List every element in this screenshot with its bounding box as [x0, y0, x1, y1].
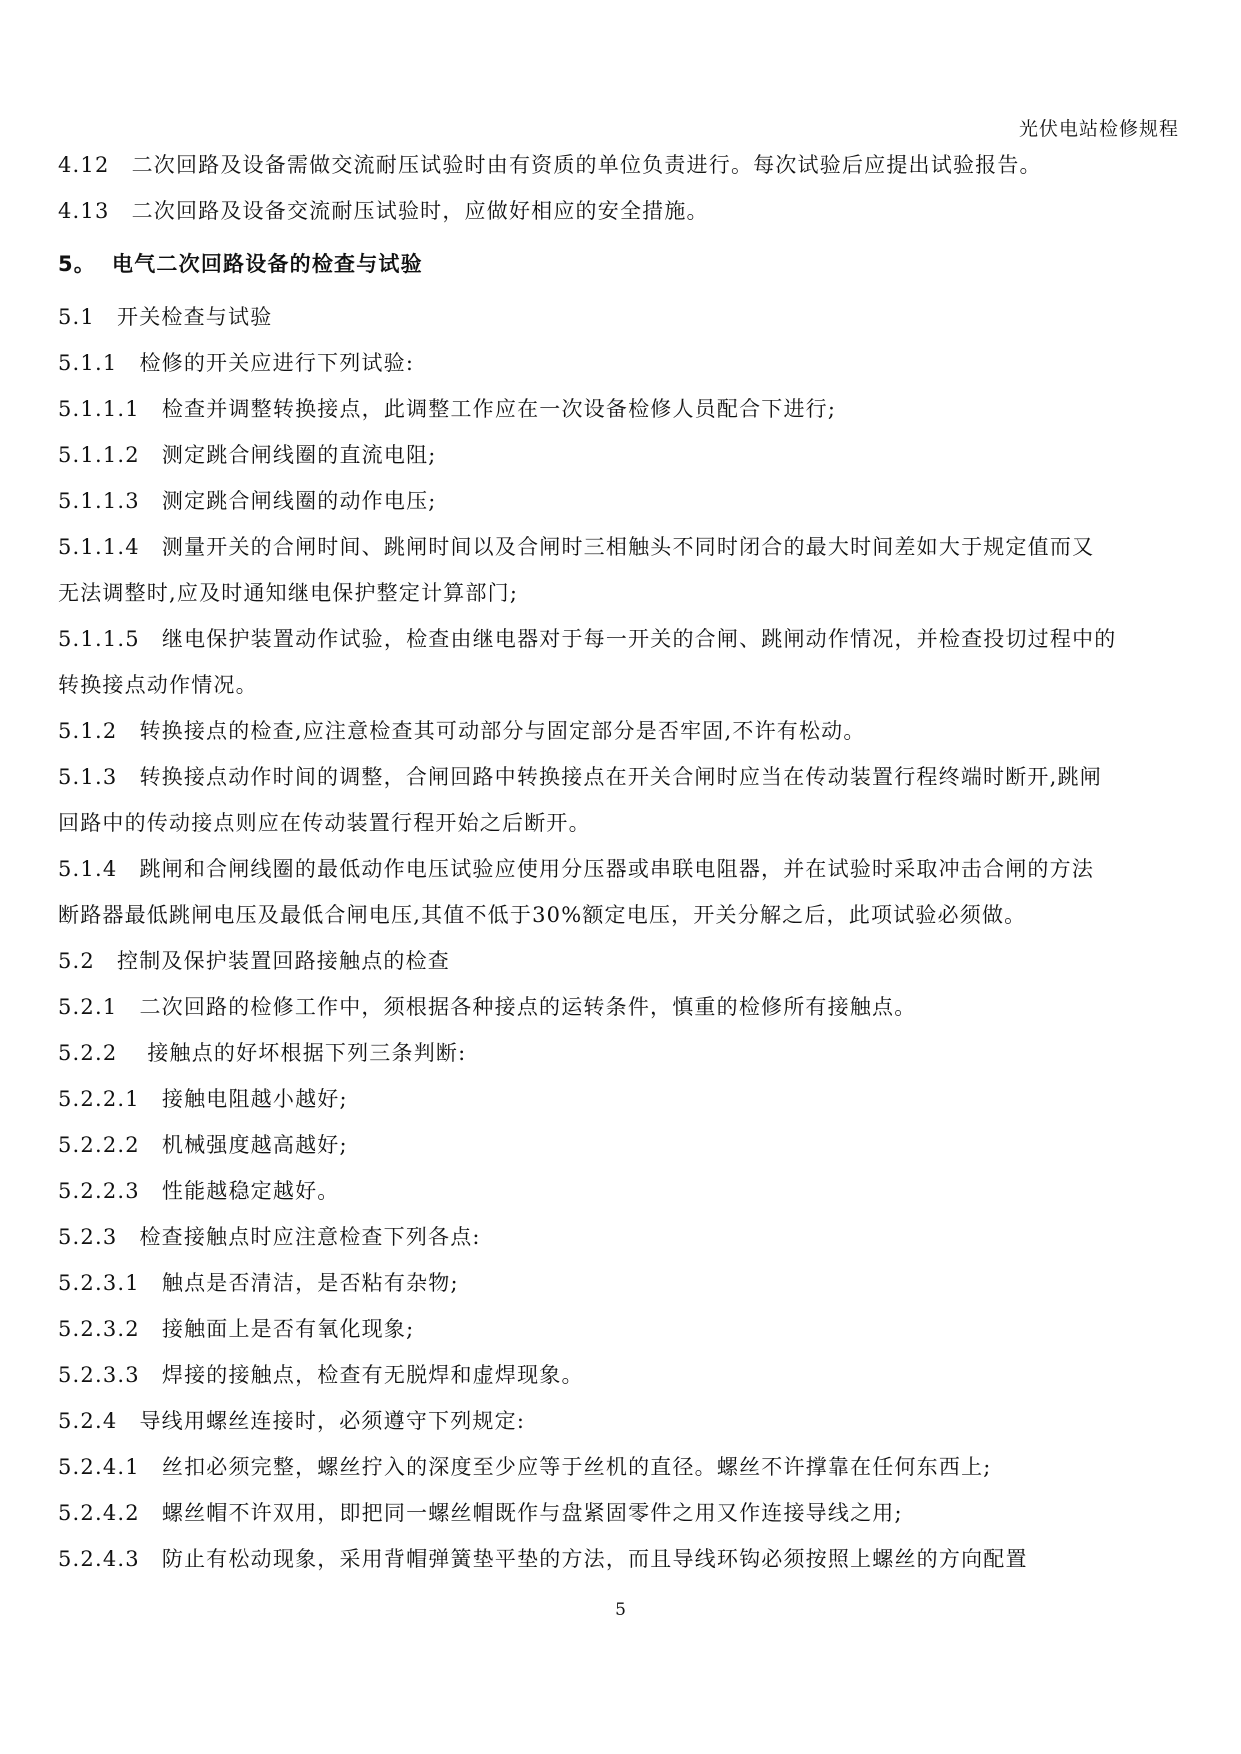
- clause-number: 5.1: [58, 305, 95, 329]
- clause-text: 断路器最低跳闸电压及最低合闸电压,其值不低于30%额定电压，开关分解之后，此项试验必须做。: [58, 903, 1027, 927]
- clause-text: 转换接点动作情况。: [58, 673, 258, 697]
- clause-number: 5.1.1: [58, 351, 118, 375]
- clause-number: 5.2.2: [58, 1041, 118, 1065]
- clause-text: 检查并调整转换接点，此调整工作应在一次设备检修人员配合下进行;: [161, 397, 837, 421]
- clause-line: [58, 1260, 1198, 1306]
- clause-text: 继电保护装置动作试验，检查由继电器对于每一开关的合闸、跳闸动作情况，并检查投切过程中的: [161, 627, 1117, 651]
- clause-text: 控制及保护装置回路接触点的检查: [117, 949, 450, 973]
- document-body: [58, 142, 1198, 1582]
- clause-number: 5.1.1.5: [58, 627, 140, 651]
- clause-text: 机械强度越高越好;: [161, 1133, 348, 1157]
- clause-number: 5.2.4.2: [58, 1501, 140, 1525]
- clause-text: 性能越稳定越好。: [161, 1179, 340, 1203]
- clause-line: [58, 754, 1198, 800]
- clause-number: 5.2.3: [58, 1225, 118, 1249]
- clause-text: 焊接的接触点，检查有无脱焊和虚焊现象。: [161, 1363, 584, 1387]
- clause-text: 丝扣必须完整，螺丝拧入的深度至少应等于丝机的直径。螺丝不许撑靠在任何东西上;: [161, 1455, 992, 1479]
- clause-text: 二次回路及设备需做交流耐压试验时由有资质的单位负责进行。每次试验后应提出试验报告。: [131, 153, 1042, 177]
- clause-line: [58, 708, 1198, 754]
- clause-text: 触点是否清洁，是否粘有杂物;: [161, 1271, 459, 1295]
- clause-number: 5.2.4.1: [58, 1455, 140, 1479]
- section-heading: [58, 234, 1198, 294]
- clause-text: 二次回路及设备交流耐压试验时，应做好相应的安全措施。: [131, 199, 709, 223]
- clause-text: 接触点的好坏根据下列三条判断:: [139, 1041, 467, 1065]
- clause-line: [58, 1076, 1198, 1122]
- clause-number: 5.2.3.2: [58, 1317, 140, 1341]
- page-number: 5: [615, 1600, 626, 1620]
- clause-number: 5.1.3: [58, 765, 118, 789]
- clause-line: [58, 432, 1198, 478]
- clause-line: [58, 1444, 1198, 1490]
- clause-number: 5.2.3.3: [58, 1363, 140, 1387]
- clause-line: [58, 1122, 1198, 1168]
- clause-line: [58, 1030, 1198, 1076]
- clause-line: [58, 938, 1198, 984]
- clause-line: [58, 386, 1198, 432]
- clause-text: 检查接触点时应注意检查下列各点:: [139, 1225, 481, 1249]
- clause-line: [58, 1306, 1198, 1352]
- clause-number: 5.2.4.3: [58, 1547, 140, 1571]
- clause-text: 检修的开关应进行下列试验:: [139, 351, 415, 375]
- paragraph-continuation: [58, 662, 1198, 708]
- clause-line: [58, 616, 1198, 662]
- clause-text: 接触面上是否有氧化现象;: [161, 1317, 415, 1341]
- clause-text: 二次回路的检修工作中，须根据各种接点的运转条件，慎重的检修所有接触点。: [139, 995, 917, 1019]
- clause-number: 5.1.1.3: [58, 489, 140, 513]
- clause-line: [58, 478, 1198, 524]
- clause-number: 5.1.1.1: [58, 397, 140, 421]
- clause-text: 转换接点动作时间的调整，合闸回路中转换接点在开关合闸时应当在传动装置行程终端时断开,跳闸: [139, 765, 1102, 789]
- clause-number: 5.2.1: [58, 995, 118, 1019]
- clause-number: 4.13: [58, 199, 110, 223]
- clause-number: 5.2.2.3: [58, 1179, 140, 1203]
- clause-text: 跳闸和合闸线圈的最低动作电压试验应使用分压器或串联电阻器，并在试验时采取冲击合闸的方法: [139, 857, 1095, 881]
- clause-number: 5。: [58, 252, 97, 276]
- clause-text: 测量开关的合闸时间、跳闸时间以及合闸时三相触头不同时闭合的最大时间差如大于规定值而又: [161, 535, 1095, 559]
- paragraph-continuation: [58, 570, 1198, 616]
- clause-number: 5.2.2.1: [58, 1087, 140, 1111]
- clause-number: 5.1.4: [58, 857, 118, 881]
- clause-line: [58, 524, 1198, 570]
- paragraph-continuation: [58, 800, 1198, 846]
- clause-text: 回路中的传动接点则应在传动装置行程开始之后断开。: [58, 811, 591, 835]
- clause-line: [58, 1398, 1198, 1444]
- clause-text: 接触电阻越小越好;: [161, 1087, 348, 1111]
- clause-number: 5.2.3.1: [58, 1271, 140, 1295]
- clause-text: 防止有松动现象，采用背帽弹簧垫平垫的方法，而且导线环钩必须按照上螺丝的方向配置: [161, 1547, 1028, 1571]
- clause-line: [58, 1490, 1198, 1536]
- clause-text: 螺丝帽不许双用，即把同一螺丝帽既作与盘紧固零件之用又作连接导线之用;: [161, 1501, 903, 1525]
- clause-number: 5.1.1.2: [58, 443, 140, 467]
- clause-text: 导线用螺丝连接时，必须遵守下列规定:: [139, 1409, 526, 1433]
- clause-number: 5.1.2: [58, 719, 118, 743]
- clause-line: [58, 1536, 1198, 1582]
- clause-text: 开关检查与试验: [117, 305, 273, 329]
- clause-text: 无法调整时,应及时通知继电保护整定计算部门;: [58, 581, 519, 605]
- clause-line: [58, 984, 1198, 1030]
- clause-line: [58, 1214, 1198, 1260]
- clause-line: [58, 188, 1198, 234]
- clause-number: 5.1.1.4: [58, 535, 140, 559]
- clause-text: 电气二次回路设备的检查与试验: [112, 252, 423, 276]
- running-header: 光伏电站检修规程: [1018, 118, 1179, 140]
- clause-line: [58, 1168, 1198, 1214]
- clause-number: 5.2.2.2: [58, 1133, 140, 1157]
- clause-line: [58, 340, 1198, 386]
- clause-text: 测定跳合闸线圈的直流电阻;: [161, 443, 437, 467]
- clause-number: 5.2.4: [58, 1409, 118, 1433]
- clause-line: [58, 294, 1198, 340]
- paragraph-continuation: [58, 892, 1198, 938]
- clause-line: [58, 1352, 1198, 1398]
- clause-text: 转换接点的检查,应注意检查其可动部分与固定部分是否牢固,不许有松动。: [139, 719, 866, 743]
- clause-number: 4.12: [58, 153, 110, 177]
- clause-text: 测定跳合闸线圈的动作电压;: [161, 489, 437, 513]
- clause-number: 5.2: [58, 949, 95, 973]
- clause-line: [58, 142, 1198, 188]
- clause-line: [58, 846, 1198, 892]
